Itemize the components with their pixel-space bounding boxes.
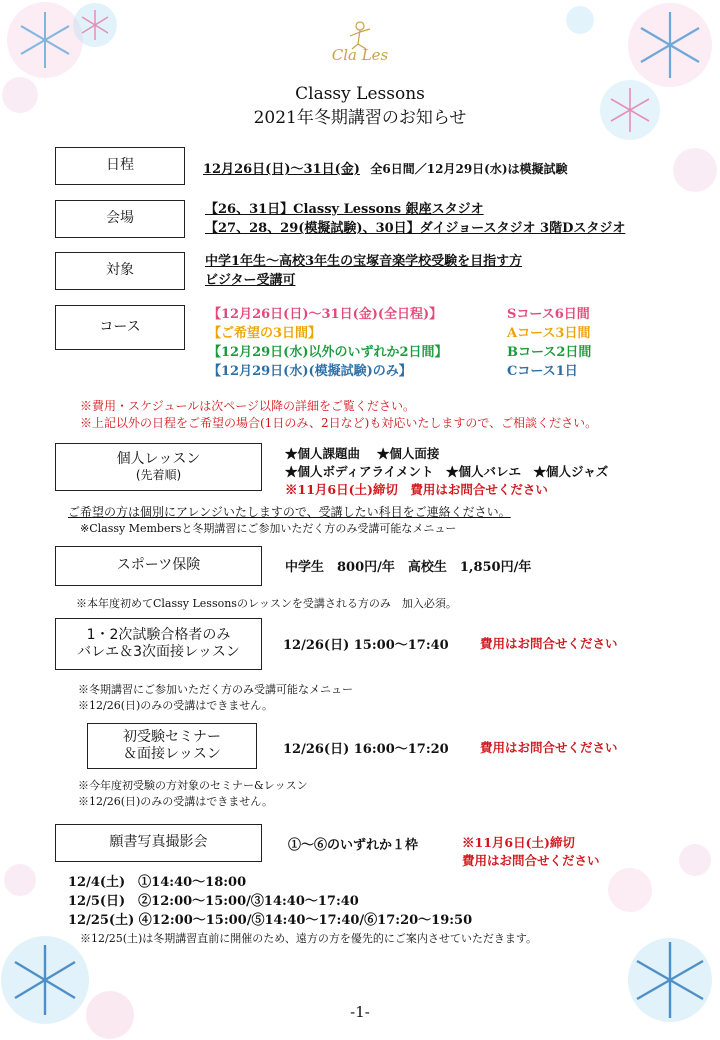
target-text: [205, 252, 522, 290]
course-label: コース: [99, 318, 141, 335]
insurance-label: スポーツ保険: [116, 557, 201, 574]
private-sublabel: (先着順): [135, 468, 182, 483]
photo-label: 願書写真撮影会: [109, 834, 208, 851]
course-row-s: 【12月26日(日)～31日(金)(全日程)】: [208, 307, 443, 322]
seminar-time: 12/26(日) 16:00～17:20: [283, 742, 449, 757]
schedule-label-box: [55, 147, 185, 185]
passers-note2: ※12/26(日)のみの受講はできません。: [78, 699, 273, 712]
passers-label2: バレエ＆3次面接レッスン: [77, 644, 240, 660]
venue-label: 会場: [106, 210, 134, 227]
photo-slot-2: 12/5(日) ②12:00～15:00/③14:40～17:40: [68, 894, 359, 909]
seminar-label2: ＆面接レッスン: [123, 746, 221, 762]
page-number: -1-: [350, 1003, 370, 1021]
photo-deadline: ※11月6日(土)締切: [462, 835, 575, 850]
target-label: 対象: [106, 262, 134, 279]
venue-label-box: [55, 200, 185, 238]
logo: [310, 20, 410, 72]
seminar-note1: ※今年度初受験の方対象のセミナー&レッスン: [78, 779, 308, 792]
page-title: [0, 82, 720, 130]
seminar-note2: ※12/26(日)のみの受講はできません。: [78, 795, 273, 808]
private-note1: ご希望の方は個別にアレンジいたしますので、受講したい科目をご連絡ください。: [68, 505, 511, 519]
photo-deadline-box: [462, 834, 600, 870]
course-name-c: Cコース1日: [507, 364, 578, 379]
seminar-label1: 初受験セミナー: [123, 728, 221, 745]
insurance-fee: 中学生 800円/年 高校生 1,850円/年: [285, 560, 532, 575]
title-line2: 2021年冬期講習のお知らせ: [253, 108, 467, 128]
seminar-fee: 費用はお問合せください: [480, 740, 618, 755]
course-row-a: 【ご希望の3日間】: [208, 326, 322, 341]
private-label: 個人レッスン: [116, 450, 201, 467]
private-line1: ★個人課題曲 ★個人面接: [285, 446, 440, 461]
photo-slots: [68, 873, 472, 930]
course-list: [208, 305, 448, 381]
insurance-note: ※本年度初めてClassy Lessonsのレッスンを受講される方のみ 加入必須。: [76, 597, 457, 610]
passers-notes: [78, 682, 353, 714]
schedule-text: [203, 158, 568, 177]
private-deadline: ※11月6日(土)締切 費用はお問合せください: [285, 482, 548, 497]
private-line2: ★個人ボディアライメント ★個人バレエ ★個人ジャズ: [285, 464, 609, 479]
photo-note: ※12/25(土)は冬期講習直前に開催のため、遠方の方を優先的にご案内させていただきます。: [80, 932, 537, 945]
course-row-b: 【12月29日(水)以外のいずれか2日間】: [208, 345, 448, 360]
course-notes: [80, 398, 597, 432]
passers-label1: 1・2次試験合格者のみ: [86, 626, 231, 643]
course-name-s: Sコース6日間: [507, 307, 590, 322]
course-names: [507, 305, 591, 381]
target-line1: 中学1年生～高校3年生の宝塚音楽学校受験を目指す方: [205, 254, 523, 269]
seminar-label-box: [87, 723, 257, 769]
schedule-label: 日程: [106, 157, 134, 174]
schedule-dates: 12月26日(日)～31日(金): [203, 162, 360, 177]
venue-line1: 【26、31日】Classy Lessons 銀座スタジオ: [205, 202, 484, 217]
target-label-box: [55, 252, 185, 290]
venue-line2: 【27、28、29(模擬試験)、30日】ダイジョースタジオ 3階Dスタジオ: [205, 221, 626, 236]
course-name-b: Bコース2日間: [507, 345, 592, 360]
private-label-box: [55, 443, 262, 491]
private-note2: ※Classy Membersと冬期講習にご参加いただく方のみ受講可能なメニュー: [80, 522, 457, 535]
passers-time: 12/26(日) 15:00～17:40: [283, 638, 449, 653]
title-line1: Classy Lessons: [295, 84, 425, 104]
course-note1: ※費用・スケジュールは次ページ以降の詳細をご覧ください。: [80, 399, 416, 413]
course-name-a: Aコース3日間: [507, 326, 591, 341]
passers-label-box: [55, 618, 262, 670]
venue-text: [205, 200, 625, 238]
course-label-box: [55, 305, 185, 350]
target-line2: ビジター受講可: [205, 273, 296, 288]
logo-text: Cla Les: [331, 46, 389, 64]
photo-label-box: [55, 824, 262, 862]
private-text: [285, 445, 608, 499]
passers-note1: ※冬期講習にご参加いただく方のみ受講可能なメニュー: [78, 683, 353, 696]
course-note2: ※上記以外の日程をご希望の場合(1日のみ、2日など)も対応いたしますので、ご相談ください。: [80, 416, 598, 430]
course-row-c: 【12月29日(水)(模擬試験)のみ】: [208, 364, 412, 379]
passers-fee: 費用はお問合せください: [480, 636, 618, 651]
photo-choose: ①～⑥のいずれか１枠: [288, 838, 419, 853]
seminar-notes: [78, 778, 308, 810]
photo-slot-3: 12/25(土) ④12:00～15:00/⑤14:40～17:40/⑥17:20～19:50: [68, 913, 473, 928]
photo-fee: 費用はお問合せください: [462, 853, 600, 868]
photo-slot-1: 12/4(土) ①14:40～18:00: [68, 875, 247, 890]
insurance-label-box: [55, 546, 262, 586]
schedule-detail: 全6日間／12月29日(水)は模擬試験: [370, 162, 568, 176]
